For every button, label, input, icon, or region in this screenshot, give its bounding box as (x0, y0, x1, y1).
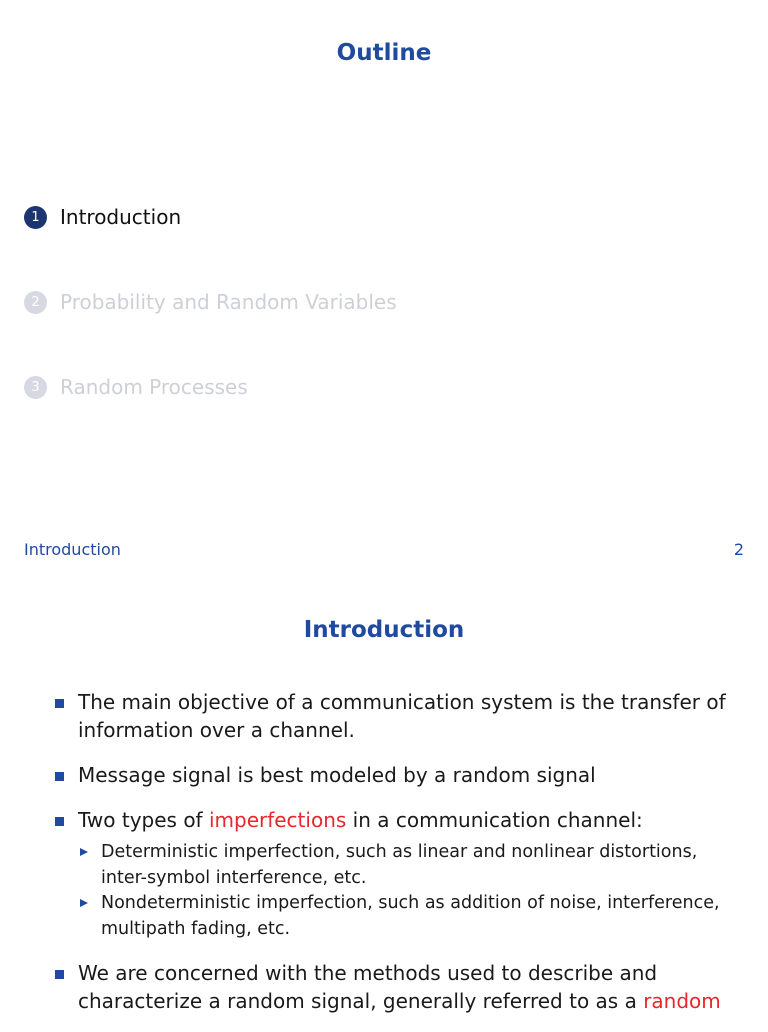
bullet-item (55, 806, 735, 942)
bullet-item (55, 761, 735, 789)
sub-bullet-text: Deterministic imperfection, such as linear and nonlinear distortions, inter-symbol interference, etc. (101, 842, 698, 888)
introduction-slide (0, 575, 768, 1024)
bullet-list (55, 688, 735, 1032)
highlighted-term: random (643, 989, 721, 1013)
footer-section: Introduction (24, 540, 121, 559)
toc-number-badge: 1 (24, 206, 47, 229)
bullet-text-post: in a communication channel: (346, 808, 643, 832)
toc-item-random-processes[interactable] (24, 375, 248, 399)
bullet-text-pre: Two types of (78, 808, 209, 832)
toc-item-label: Introduction (60, 205, 182, 229)
bullet-text: The main objective of a communication system is the transfer of information over a channel. (78, 690, 726, 742)
sub-bullet-text: Nondeterministic imperfection, such as addition of noise, interference, multipath fading, etc. (101, 893, 720, 939)
bullet-item (55, 688, 735, 744)
sub-bullet-list (78, 840, 735, 942)
toc-item-label: Random Processes (60, 375, 248, 399)
slide-title: Introduction (303, 617, 465, 643)
bullet-text: Message signal is best modeled by a random signal (78, 763, 596, 787)
triangle-bullet-icon (80, 899, 88, 907)
sub-bullet-item (78, 840, 735, 891)
sub-bullet-item (78, 891, 735, 942)
toc-item-introduction[interactable] (24, 205, 181, 229)
slide-footer (24, 540, 744, 562)
bullet-item (55, 959, 735, 1015)
toc-number-badge: 2 (24, 291, 47, 314)
square-bullet-icon (55, 772, 64, 781)
toc-item-probability[interactable] (24, 290, 397, 314)
square-bullet-icon (55, 970, 64, 979)
highlighted-term: imperfections (208, 808, 347, 832)
slide-title: Outline (336, 40, 432, 66)
square-bullet-icon (55, 817, 64, 826)
bullet-text-pre: We are concerned with the methods used to describe and characterize a random signal, generally referred to as a (78, 961, 658, 1013)
toc-item-label: Probability and Random Variables (60, 290, 397, 314)
square-bullet-icon (55, 699, 64, 708)
toc-number-badge: 3 (24, 376, 47, 399)
page-number: 2 (733, 540, 744, 559)
triangle-bullet-icon (80, 848, 88, 856)
